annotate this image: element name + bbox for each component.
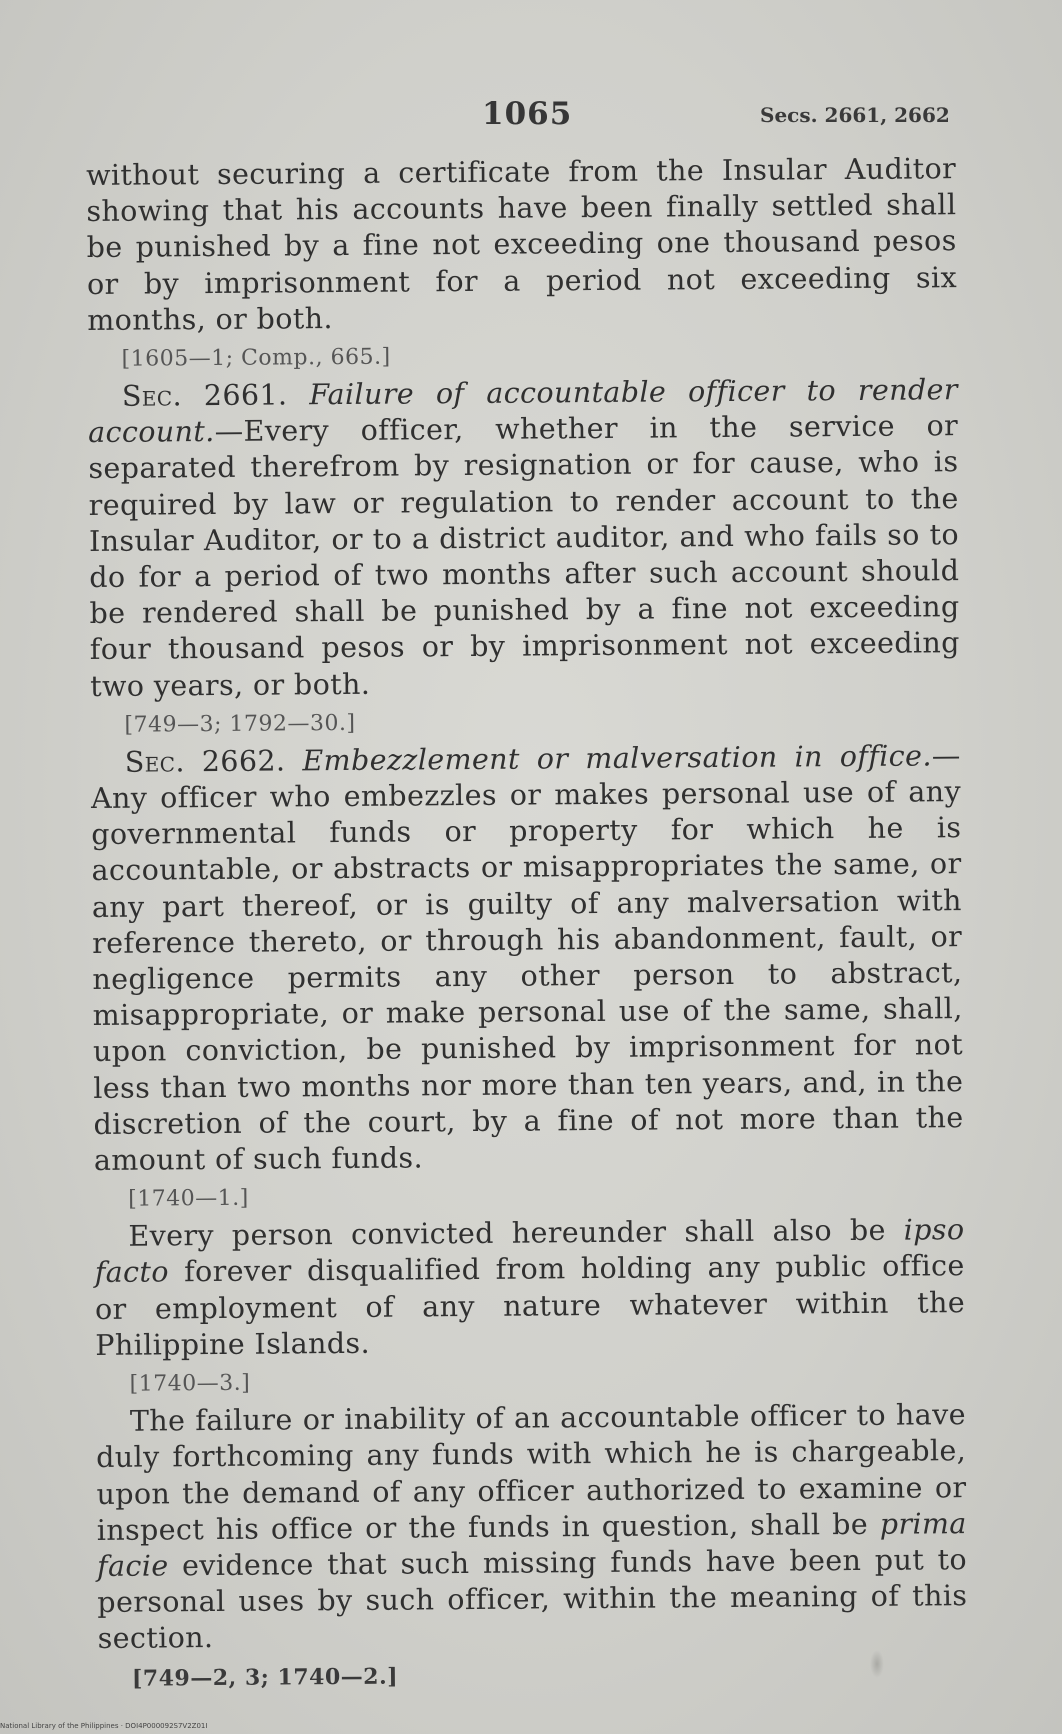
section-title: Failure of accountable officer to render account. xyxy=(88,373,958,450)
failure-paragraph xyxy=(96,1397,968,1657)
page-header xyxy=(0,96,1062,136)
section-body: —Any officer who embezzles or makes personal use of any governmental funds or property for which he is accountable, or abstracts or misappropriates the same, or any part thereof, or is guilty of any malversation with reference thereto, or through his abandonment, fault, or negligence permits any other person to abstract, misappropriate, or make personal use of the same, shall, upon conviction, be punished by imprisonment for not less than two months nor more than ten years, and, in the discretion of the court, by a fine of not more than the amount of such funds. xyxy=(90,738,964,1178)
citation: [1740—3.] xyxy=(129,1370,251,1397)
text-run: Every person convicted hereunder shall also be xyxy=(128,1213,904,1253)
section-reference: Secs. 2661, 2662 xyxy=(760,103,950,127)
italic-term: prima facie xyxy=(96,1506,967,1583)
scan-smudge xyxy=(870,1650,884,1678)
section-label: Sec. 2661. xyxy=(121,378,288,413)
text-run: evidence that such missing funds have been put to personal uses by such officer, within the meaning of this section. xyxy=(97,1543,968,1656)
page-body xyxy=(86,151,968,1697)
section-2661 xyxy=(88,372,961,705)
continued-paragraph: without securing a certificate from the Insular Auditor showing that his accounts have been finally settled shall be punished by a fine not exceeding one thousand pesos or by imprisonment for a period not exceeding six months, or both. xyxy=(86,152,958,337)
citation: [1740—1.] xyxy=(128,1186,249,1212)
citation: [749—2, 3; 1740—2.] xyxy=(131,1663,399,1692)
italic-term: ipso facto xyxy=(94,1213,965,1290)
page-number: 1065 xyxy=(482,96,573,132)
disqualification-paragraph xyxy=(94,1212,965,1364)
citation: [749—3; 1792—30.] xyxy=(124,710,356,738)
text-run: The failure or inability of an accountable officer to have duly forthcoming any funds with which he is chargeable, upon the demand of any officer authorized to examine or inspect his office or the funds in question, shall be xyxy=(96,1398,967,1547)
section-body: —Every officer, whether in the service or separated therefrom by resignation or for cause, who is required by law or regulation to render account to the Insular Auditor, or to a district auditor, and who fails so to do for a period of two months after such account should be rendered shall be punished by a fine not exceeding four thousand pesos or by imprisonment not exceeding two years, or both. xyxy=(88,409,960,703)
text-run: forever disqualified from holding any public office or employment of any nature whatever within the Philippine Islands. xyxy=(94,1249,966,1362)
section-title: Embezzlement or malversation in office. xyxy=(302,739,932,778)
section-label: Sec. 2662. xyxy=(124,744,286,779)
citation: [1605—1; Comp., 665.] xyxy=(121,344,391,372)
scan-footer: National Library of the Philippines · DOI4P000092S7V2Z01I xyxy=(0,1722,208,1730)
section-2662 xyxy=(91,738,964,1179)
